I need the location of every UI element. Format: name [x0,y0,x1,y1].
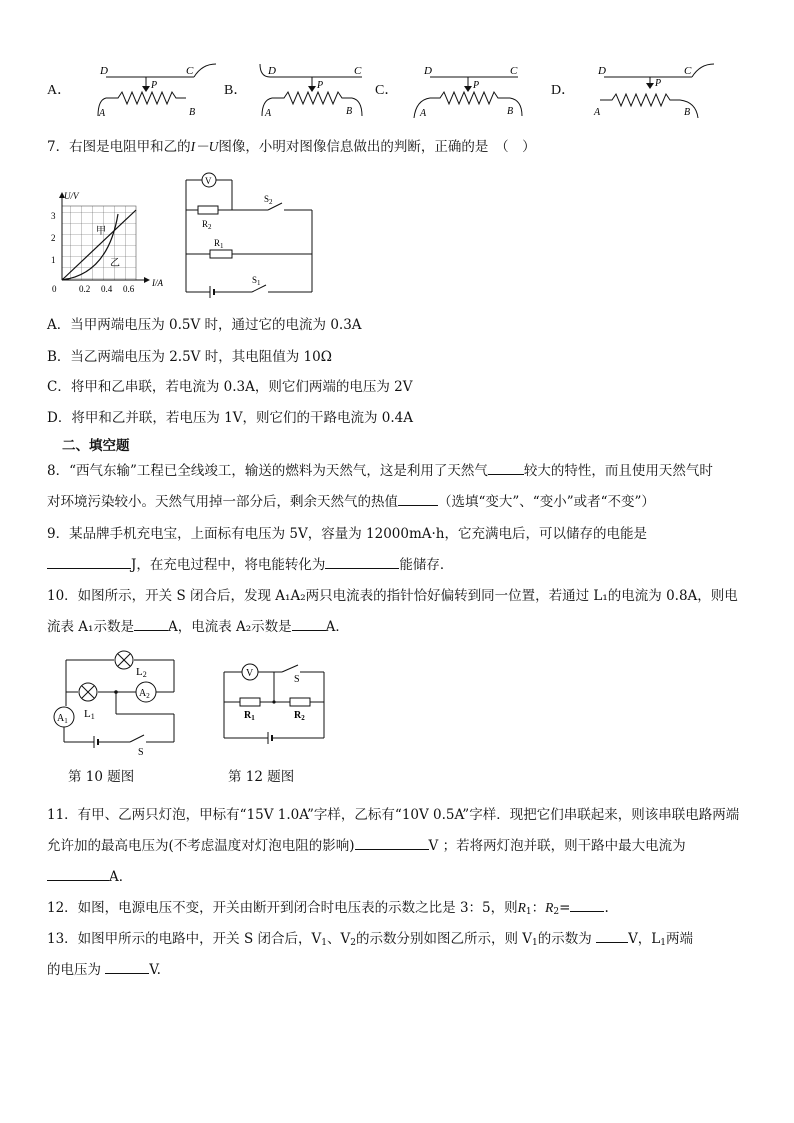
label-a: A [99,108,106,119]
switch-s1-label: $S_1$ [252,275,261,287]
q10-blank-1[interactable] [134,630,168,631]
curve-jia-label: 甲 [96,226,106,237]
fig12-voltmeter-label: V [246,668,254,679]
q13-blank-1[interactable] [596,942,628,943]
curve-yi-label: 乙 [110,258,120,269]
label-p: P [473,80,480,91]
q8-line2: 对环境污染较小。天然气用掉一部分后，剩余天然气的热值 （选填“变大”、“变小”或者“不变”） [47,494,655,510]
q6-option-c-label: C． [375,83,399,98]
fig12-switch-label: S [294,674,300,685]
voltmeter-label: V [205,176,212,186]
switch-s2-label: $S_2$ [264,194,273,206]
label-d: D [268,65,276,77]
q7-circuit [180,172,320,300]
q7-iu-graph [48,190,173,298]
graph-ytick-1: 1 [51,255,56,265]
label-b: B [346,106,353,117]
q9-line1: 9．某品牌手机充电宝，上面标有电压为 5V，容量为 12000mA·h，它充满电后，可以储存的电能是 [47,526,647,542]
q6-option-d-figure [586,62,721,120]
q6-option-b-label: B． [224,83,248,98]
graph-xtick-0-6: 0.6 [123,284,135,294]
q13-line1: 13．如图甲所示的电路中，开关 S 闭合后，$V_1$、$V_2$的示数分别如图乙所示，则 $V_1$的示数为 V，$L_1$两端 [47,931,694,948]
label-b: B [684,107,691,118]
label-c: C [186,65,194,77]
q10-line1: 10．如图所示，开关 S 闭合后，发现 A₁A₂两只电流表的指针恰好偏转到同一位置，若通过 L₁的电流为 0.8A，则电 [47,588,738,604]
label-a: A [420,108,427,119]
q6-option-a-label: A． [47,83,72,98]
label-p: P [151,80,158,91]
graph-xlabel: I/A [152,278,163,288]
q13-line2: 的电压为 V. [47,962,161,978]
label-b: B [507,106,514,117]
q11-line2: 允许加的最高电压为(不考虑温度对灯泡电阻的影响) V ；若将两灯泡并联，则干路中最大电流为 [47,838,686,854]
ammeter-a1-label: $A_1$ [57,713,68,725]
lamp-l1-label: L1 [84,708,95,721]
q10-blank-2[interactable] [292,630,326,631]
q11-line3: A． [47,868,132,886]
label-a: A [265,108,272,119]
q7-choice-d: D．将甲和乙并联，若电压为 1V，则它们的干路电流为 0.4A [47,410,413,426]
fig12-caption: 第 12 题图 [228,769,295,785]
q12-line: 12．如图，电源电压不变，开关由断开到闭合时电压表的示数之比是 3：5，则$R_1$：$R_2=$ . [47,900,609,917]
fig10-circuit [48,650,188,756]
q10-line2: 流表 A₁示数是 A，电流表 A₂示数是 A． [47,619,349,635]
q6-option-c-figure [410,62,545,120]
graph-xtick-0-2: 0.2 [79,284,91,294]
q7-stem: 7．右图是电阻甲和乙的I－U图像，小明对图像信息做出的判断，正确的是 （ ） [47,139,536,155]
q13-blank-2[interactable] [105,973,149,974]
q12-blank[interactable] [570,911,604,912]
graph-xtick-0-4: 0.4 [101,284,113,294]
graph-ytick-3: 3 [51,211,56,221]
fig12-circuit [220,660,330,746]
label-d: D [424,65,432,77]
q8-line1: 8．“西气东输”工程已全线竣工，输送的燃料为天然气，这是利用了天然气 较大的特性，而且使用天然气时 [47,463,713,479]
q7-choice-c: C．将甲和乙串联，若电流为 0.3A，则它们两端的电压为 2V [47,379,413,395]
label-p: P [655,78,662,89]
lamp-l2-label: L2 [136,666,147,679]
graph-origin: 0 [52,284,57,294]
graph-ylabel: U/V [64,191,79,201]
fig12-r2-label: $R_2$ [294,710,305,722]
label-d: D [598,65,606,77]
label-a: A [594,107,601,118]
label-b: B [189,107,196,118]
graph-ytick-2: 2 [51,233,56,243]
q7-choice-a: A．当甲两端电压为 0.5V 时，通过它的电流为 0.3A [47,317,362,333]
r2-label: $R_2$ [202,219,212,231]
ammeter-a2-label: $A_2$ [139,688,150,700]
q6-option-a-figure [86,62,221,120]
q8-blank-2[interactable] [398,505,438,506]
q11-blank-2[interactable] [47,880,109,881]
label-p: P [317,80,324,91]
q9-blank-1[interactable] [47,568,131,569]
q9-line2: J，在充电过程中，将电能转化为 能储存． [47,556,453,574]
q8-blank-1[interactable] [488,474,524,475]
label-c: C [354,65,362,77]
label-c: C [684,65,692,77]
q9-blank-2[interactable] [325,568,399,569]
fig10-caption: 第 10 题图 [68,769,135,785]
label-c: C [510,65,518,77]
q7-choice-b: B．当乙两端电压为 2.5V 时，其电阻值为 10Ω [47,349,332,365]
iu-symbol: I－U [190,139,219,154]
q11-blank-1[interactable] [355,849,429,850]
r1-label: $R_1$ [214,238,224,250]
switch-s-label: S [138,747,144,758]
q6-option-d-label: D． [551,83,576,98]
fig12-r1-label: $R_1$ [244,710,255,722]
q11-line1: 11．有甲、乙两只灯泡，甲标有“15V 1.0A”字样，乙标有“10V 0.5A”字样．现把它们串联起来，则该串联电路两端 [47,807,740,823]
q6-option-b-figure [250,62,385,120]
section-fill-blank-title: 二、填空题 [62,438,130,454]
label-d: D [100,65,108,77]
